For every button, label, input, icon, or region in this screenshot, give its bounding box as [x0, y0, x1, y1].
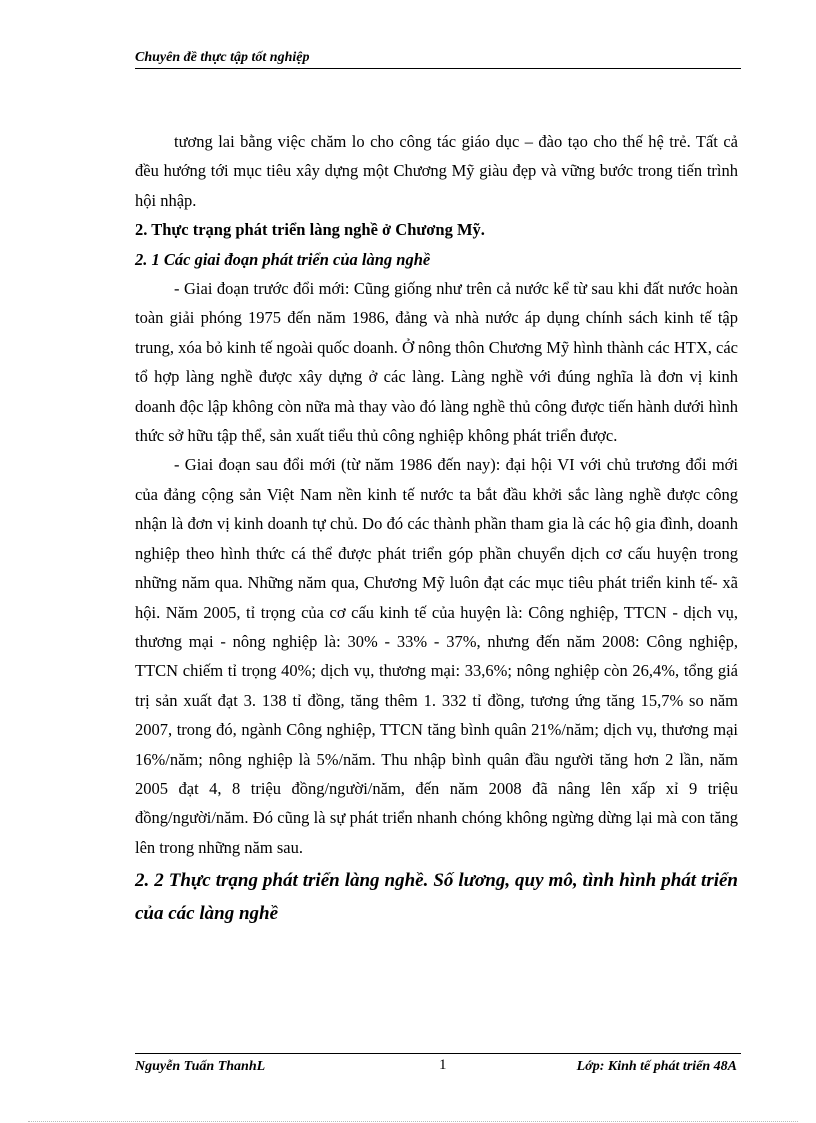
page-footer [135, 1053, 741, 1078]
page-header [135, 49, 741, 69]
document-body [135, 127, 738, 930]
footer-author: Nguyễn Tuấn ThanhL [135, 1059, 266, 1074]
page-edge-divider [28, 1121, 798, 1122]
section-heading: 2. Thực trạng phát triển làng nghề ở Chương Mỹ. [135, 220, 485, 240]
subsection-heading-2-2: 2. 2 Thực trạng phát triển làng nghề. Số lương, quy mô, tình hình phát triển của các làng nghề [135, 870, 738, 925]
page-number: 1 [439, 1057, 447, 1073]
subsection-heading-2-1: 2. 1 Các giai đoạn phát triển của làng nghề [135, 249, 431, 269]
footer-class: Lớp: Kinh tế phát triển 48A [576, 1059, 737, 1074]
paragraph-before-reform: - Giai đoạn trước đổi mới: Cũng giống như trên cả nước kể từ sau khi đất nước hoàn toàn giải phóng 1975 đến năm 1986, đảng và nhà nước áp dụng chính sách kinh tế tập trung, xóa bỏ kinh tế ngoài quốc doanh. Ở nông thôn Chương Mỹ hình thành các HTX, các tổ hợp làng nghề được xây dựng ở các làng. Làng nghề với đúng nghĩa là đơn vị kinh doanh độc lập không còn nữa mà thay vào đó làng nghề thủ công được tiến hành dưới hình thức sở hữu tập thể, sản xuất tiểu thủ công nghiệp không phát triển được. [135, 279, 738, 446]
paragraph-intro: tương lai bằng việc chăm lo cho công tác giáo dục – đào tạo cho thế hệ trẻ. Tất cả đều hướng tới mục tiêu xây dựng một Chương Mỹ giàu đẹp và vững bước trong tiến trình hội nhập. [135, 132, 738, 210]
paragraph-after-reform: - Giai đoạn sau đổi mới (từ năm 1986 đến nay): đại hội VI với chủ trương đổi mới của đảng cộng sản Việt Nam nền kinh tế nước ta bắt đầu khởi sắc làng nghề được công nhận là đơn vị kinh doanh tự chủ. Do đó các thành phần tham gia là các hộ gia đình, doanh nghiệp theo hình thức cá thể được phát triển góp phần chuyển dịch cơ cấu huyện trong những năm qua. Những năm qua, Chương Mỹ luôn đạt các mục tiêu phát triển kinh tế- xã hội. Năm 2005, tỉ trọng của cơ cấu kinh tế của huyện là: Công nghiệp, TTCN - dịch vụ, thương mại - nông nghiệp là: 30% - 33% - 37%, nhưng đến năm 2008: Công nghiệp, TTCN chiếm tỉ trọng 40%; dịch vụ, thương mại: 33,6%; nông nghiệp còn 26,4%, tổng giá trị sản xuất đạt 3. 138 tỉ đồng, tăng thêm 1. 332 tỉ đồng, tương ứng tăng 15,7% so năm 2007, trong đó, ngành Công nghiệp, TTCN tăng bình quân 21%/năm; dịch vụ, thương mại 16%/năm; nông nghiệp là 5%/năm. Thu nhập bình quân đầu người tăng hơn 2 lần, năm 2005 đạt 4, 8 triệu đồng/người/năm, đến năm 2008 đã nâng lên xấp xỉ 9 triệu đồng/người/năm. Đó cũng là sự phát triển nhanh chóng không ngừng dừng lại mà con tăng lên trong những năm sau. [135, 455, 738, 857]
header-title: Chuyên đề thực tập tốt nghiệp [135, 50, 310, 65]
